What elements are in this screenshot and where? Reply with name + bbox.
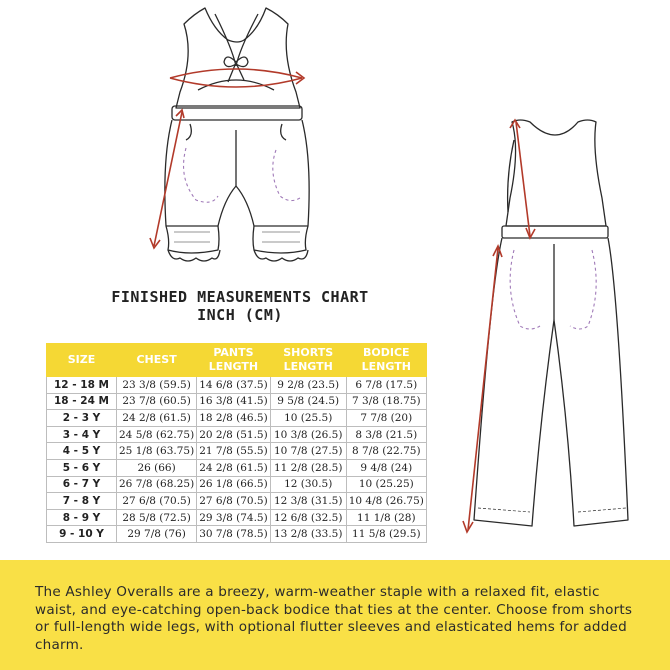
chest-cell: 24 2/8 (61.5) — [117, 410, 197, 427]
chart-title — [85, 288, 395, 324]
bodice-length-cell: 8 3/8 (21.5) — [346, 426, 426, 443]
pants-length-cell: 24 2/8 (61.5) — [197, 459, 271, 476]
table-row — [47, 459, 427, 476]
size-cell: 3 - 4 Y — [47, 426, 117, 443]
table-row — [47, 393, 427, 410]
shorts-length-cell: 10 3/8 (26.5) — [270, 426, 346, 443]
shorts-length-cell: 9 2/8 (23.5) — [270, 377, 346, 394]
table-row — [47, 443, 427, 460]
chest-cell: 26 7/8 (68.25) — [117, 476, 197, 493]
table-row — [47, 526, 427, 543]
shorts-length-cell: 12 3/8 (31.5) — [270, 493, 346, 510]
pants-length-cell: 26 1/8 (66.5) — [197, 476, 271, 493]
bodice-length-cell: 7 7/8 (20) — [346, 410, 426, 427]
header-bodice-line1: BODICE — [363, 346, 410, 359]
pants-length-cell: 27 6/8 (70.5) — [197, 493, 271, 510]
header-bodice-line2: LENGTH — [361, 360, 411, 373]
table-row — [47, 493, 427, 510]
size-cell: 2 - 3 Y — [47, 410, 117, 427]
size-cell: 6 - 7 Y — [47, 476, 117, 493]
pants-length-arrow — [463, 246, 502, 532]
header-bodice-length — [346, 344, 426, 377]
size-cell: 9 - 10 Y — [47, 526, 117, 543]
header-pants-line2: LENGTH — [208, 360, 259, 373]
chest-measure-arrow — [170, 69, 304, 87]
pants-length-cell: 30 7/8 (78.5) — [197, 526, 271, 543]
chest-cell: 28 5/8 (72.5) — [117, 509, 197, 526]
bodice-length-cell: 8 7/8 (22.75) — [346, 443, 426, 460]
table-row — [47, 426, 427, 443]
table-row — [47, 410, 427, 427]
chest-cell: 23 3/8 (59.5) — [117, 377, 197, 394]
size-cell: 7 - 8 Y — [47, 493, 117, 510]
table-row — [47, 509, 427, 526]
header-shorts-line2: LENGTH — [283, 360, 333, 373]
bodice-length-cell: 9 4/8 (24) — [346, 459, 426, 476]
chest-cell: 24 5/8 (62.75) — [117, 426, 197, 443]
chart-title-line1: FINISHED MEASUREMENTS CHART — [111, 288, 369, 306]
pants-length-cell: 20 2/8 (51.5) — [197, 426, 271, 443]
shorts-length-cell: 10 7/8 (27.5) — [270, 443, 346, 460]
header-shorts-length — [270, 344, 346, 377]
header-shorts-line1: SHORTS — [283, 346, 334, 359]
pants-length-cell: 29 3/8 (74.5) — [197, 509, 271, 526]
shorts-length-cell: 12 6/8 (32.5) — [270, 509, 346, 526]
chest-cell: 23 7/8 (60.5) — [117, 393, 197, 410]
bodice-length-cell: 11 1/8 (28) — [346, 509, 426, 526]
description-banner — [0, 560, 670, 670]
header-size: SIZE — [47, 344, 117, 377]
table-row — [47, 476, 427, 493]
header-chest: CHEST — [117, 344, 197, 377]
shorts-length-cell: 9 5/8 (24.5) — [270, 393, 346, 410]
shorts-length-cell: 13 2/8 (33.5) — [270, 526, 346, 543]
pants-length-cell: 14 6/8 (37.5) — [197, 377, 271, 394]
header-pants-line1: PANTS — [213, 346, 254, 359]
pants-length-cell: 21 7/8 (55.5) — [197, 443, 271, 460]
pants-length-cell: 18 2/8 (46.5) — [197, 410, 271, 427]
shorts-length-cell: 12 (30.5) — [270, 476, 346, 493]
chest-cell: 27 6/8 (70.5) — [117, 493, 197, 510]
bodice-length-cell: 10 4/8 (26.75) — [346, 493, 426, 510]
bodice-length-cell: 7 3/8 (18.75) — [346, 393, 426, 410]
pants-length-cell: 16 3/8 (41.5) — [197, 393, 271, 410]
measurements-table — [46, 343, 427, 543]
table-row — [47, 377, 427, 394]
chest-cell: 25 1/8 (63.75) — [117, 443, 197, 460]
shorts-length-cell: 11 2/8 (28.5) — [270, 459, 346, 476]
pants-pockets — [510, 250, 596, 329]
table-header-row — [47, 344, 427, 377]
bodice-length-cell: 6 7/8 (17.5) — [346, 377, 426, 394]
size-cell: 8 - 9 Y — [47, 509, 117, 526]
chest-cell: 29 7/8 (76) — [117, 526, 197, 543]
bodice-length-cell: 11 5/8 (29.5) — [346, 526, 426, 543]
size-cell: 4 - 5 Y — [47, 443, 117, 460]
size-cell: 5 - 6 Y — [47, 459, 117, 476]
header-pants-length — [197, 344, 271, 377]
product-description: The Ashley Overalls are a breezy, warm-weather staple with a relaxed fit, elastic waist, and eye-catching open-back bodice that ties at the center. Choose from shorts or full-length wide legs, with optional flutter sleeves and elasticated hems for added charm. — [35, 584, 633, 653]
pants-overalls-front-illustration — [474, 120, 628, 526]
chest-cell: 26 (66) — [117, 459, 197, 476]
size-cell: 12 - 18 M — [47, 377, 117, 394]
size-cell: 18 - 24 M — [47, 393, 117, 410]
chart-title-line2: INCH (CM) — [197, 306, 283, 324]
bodice-length-cell: 10 (25.25) — [346, 476, 426, 493]
shorts-overalls-back-illustration — [165, 8, 309, 261]
shorts-length-cell: 10 (25.5) — [270, 410, 346, 427]
